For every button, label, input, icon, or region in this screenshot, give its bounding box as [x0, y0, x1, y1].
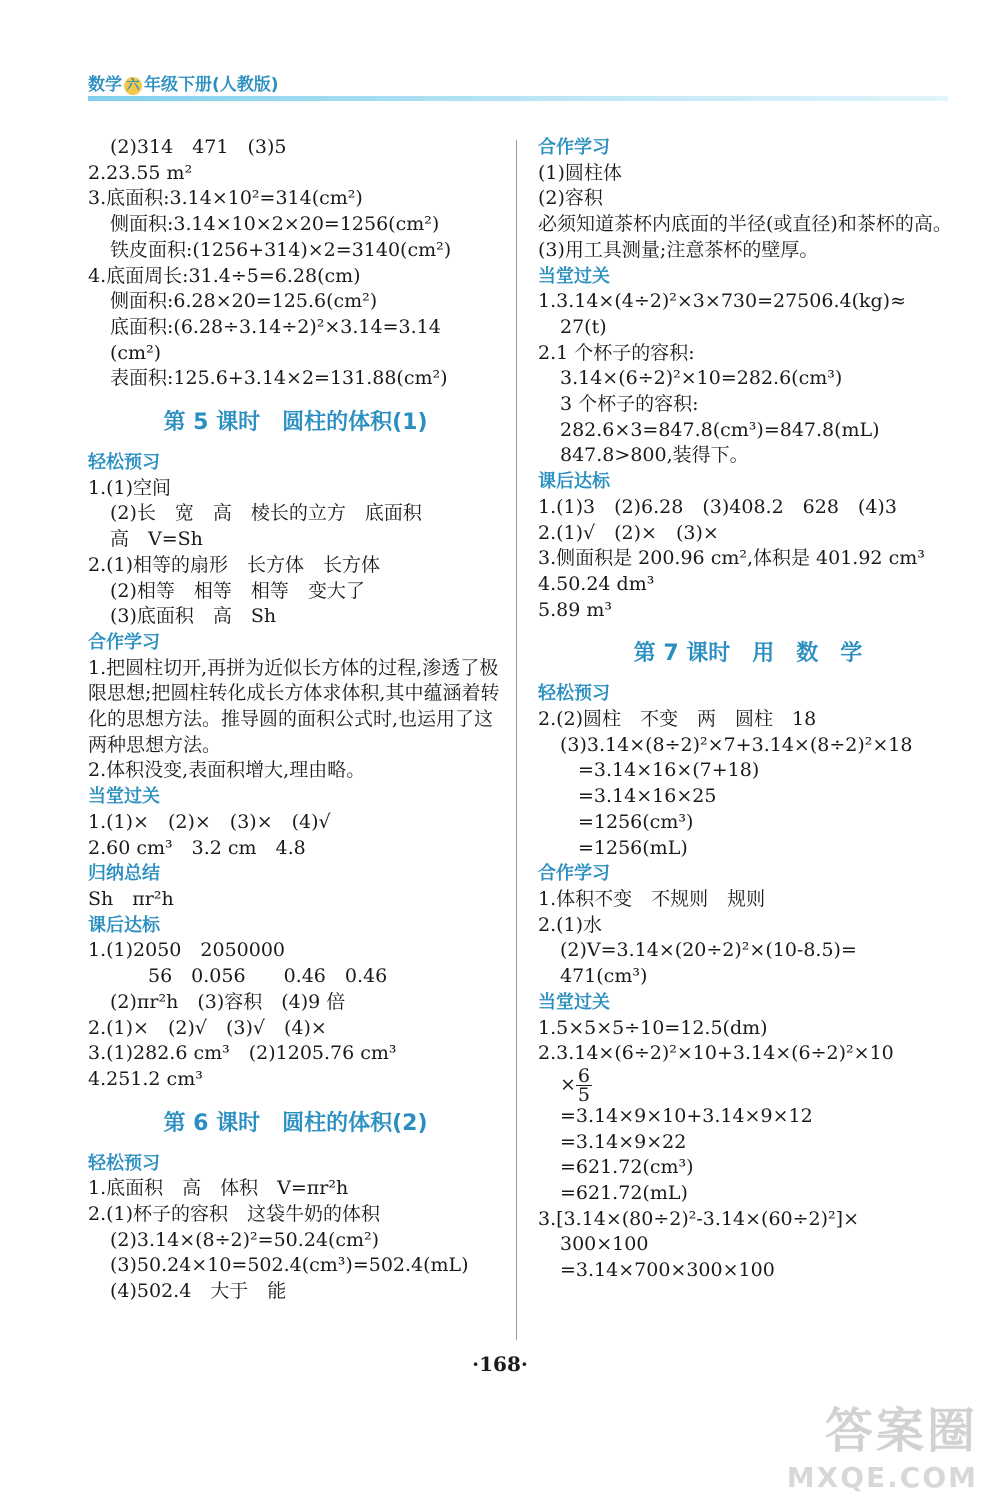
watermark-url: MXQE.COM — [786, 1461, 978, 1494]
fraction-denominator: 5 — [577, 1083, 591, 1106]
section-heading: 当堂过关 — [538, 265, 610, 287]
section-heading: 合作学习 — [88, 631, 160, 653]
answer-line: (2)容积 — [538, 187, 603, 210]
section-heading: 轻松预习 — [88, 1152, 160, 1174]
answer-line: =3.14×9×22 — [560, 1130, 687, 1153]
answer-line: 2.60 cm³ 3.2 cm 4.8 — [88, 836, 306, 859]
answer-line: (1)圆柱体 — [538, 161, 622, 184]
answer-line: =3.14×9×10+3.14×9×12 — [560, 1104, 813, 1127]
answer-line: 1.(1)3 (2)6.28 (3)408.2 628 (4)3 — [538, 495, 897, 518]
answer-line: =3.14×700×300×100 — [560, 1259, 775, 1282]
answer-paragraph: 必须知道茶杯内底面的半径(或直径)和茶杯的高。 — [538, 213, 952, 236]
answer-line: 2.(1)水 — [538, 913, 603, 936]
section-heading: 合作学习 — [538, 137, 610, 158]
lesson-title: 第 5 课时 圆柱的体积(1) — [163, 410, 428, 436]
answer-line: (3)底面积 高 Sh — [110, 605, 277, 628]
answer-line: 1.(1)2050 2050000 — [88, 939, 286, 962]
answer-line: 2.23.55 m² — [88, 161, 193, 184]
answer-line: 471(cm³) — [560, 965, 648, 988]
answer-line: (2)相等 相等 相等 变大了 — [110, 579, 365, 602]
section-heading: 课后达标 — [88, 914, 160, 936]
answer-line: (2)3.14×(8÷2)²=50.24(cm²) — [110, 1228, 380, 1251]
answer-line: 2.(1)× (2)√ (3)√ (4)× — [88, 1016, 327, 1039]
answer-line: 5.89 m³ — [538, 598, 612, 621]
answer-line: 4.底面周长:31.4÷5=6.28(cm) — [88, 264, 361, 287]
section-heading: 轻松预习 — [88, 452, 160, 474]
answer-line: (3)50.24×10=502.4(cm³)=502.4(mL) — [110, 1254, 469, 1277]
answer-line: 300×100 — [560, 1233, 649, 1256]
answer-line: 2.(1)相等的扇形 长方体 长方体 — [88, 553, 381, 576]
answer-line: (4)502.4 大于 能 — [110, 1280, 287, 1303]
answer-line: 56 0.056 0.46 0.46 — [148, 965, 388, 988]
answer-line: 3.14×(6÷2)²×10=282.6(cm³) — [560, 367, 843, 390]
watermark-logo — [787, 1392, 978, 1494]
section-heading: 合作学习 — [538, 863, 610, 885]
answer-line: (cm²) — [110, 341, 162, 364]
section-heading: 课后达标 — [538, 471, 610, 493]
answer-line: 2.(1)杯子的容积 这袋牛奶的体积 — [88, 1203, 381, 1226]
lesson-title: 第 7 课时 用 数 学 — [633, 641, 863, 667]
answer-line: 3 个杯子的容积: — [560, 393, 699, 416]
answer-paragraph: 1.把圆柱切开,再拼为近似长方体的过程,渗透了极限思想;把圆柱转化成长方体求体积,其中蕴涵着转化的思想方法。推导圆的面积公式时,也运用了这两种思想方法。 — [88, 656, 500, 756]
operator: × — [560, 1073, 576, 1096]
answer-line: =3.14×16×25 — [578, 785, 717, 808]
answer-line: =1256(mL) — [578, 836, 688, 859]
column-divider — [516, 140, 517, 1340]
answer-line: 1.(1)空间 — [88, 476, 172, 499]
grade-badge: 六 — [124, 77, 142, 95]
answer-line: 底面积:(6.28÷3.14÷2)²×3.14=3.14 — [110, 315, 441, 338]
answer-line: 1.底面积 高 体积 V=πr²h — [88, 1177, 349, 1200]
answer-line: (2)314 471 (3)5 — [110, 136, 287, 158]
section-heading: 归纳总结 — [88, 863, 160, 885]
answer-line: (2)πr²h (3)容积 (4)9 倍 — [110, 990, 346, 1013]
book-title: 数学 六 年级下册(人教版) — [88, 75, 279, 95]
header-rule — [88, 96, 948, 101]
answer-line: (3)用工具测量;注意茶杯的壁厚。 — [538, 238, 819, 261]
answer-line: (3)3.14×(8÷2)²×7+3.14×(8÷2)²×18 — [560, 733, 913, 756]
fraction — [576, 1064, 592, 1106]
lesson-title: 第 6 课时 圆柱的体积(2) — [163, 1110, 428, 1136]
watermark-text: 答案圈 — [824, 1403, 978, 1459]
answer-line: 4.50.24 dm³ — [538, 572, 655, 595]
answer-line: 表面积:125.6+3.14×2=131.88(cm²) — [110, 367, 448, 390]
answer-line: 27(t) — [560, 315, 607, 338]
answer-line: 2.(1)√ (2)× (3)× — [538, 521, 719, 544]
answer-line: 1.(1)× (2)× (3)× (4)√ — [88, 810, 331, 833]
answer-line: 2.1 个杯子的容积: — [538, 341, 695, 364]
answer-line: 铁皮面积:(1256+314)×2=3140(cm²) — [110, 238, 452, 261]
answer-line: 3.底面积:3.14×10²=314(cm²) — [88, 187, 363, 210]
answer-line: 4.251.2 cm³ — [88, 1067, 203, 1090]
answer-line: =621.72(cm³) — [560, 1156, 694, 1179]
left-column — [88, 135, 503, 1305]
right-column — [538, 135, 958, 1284]
answer-line: =3.14×16×(7+18) — [578, 759, 760, 782]
answer-line: (2)V=3.14×(20÷2)²×(10-8.5)= — [560, 939, 857, 962]
answer-line: 3.[3.14×(80÷2)²-3.14×(60÷2)²]× — [538, 1207, 859, 1230]
answer-line: 847.8>800,装得下。 — [560, 444, 749, 467]
answer-line: 1.3.14×(4÷2)²×3×730=27506.4(kg)≈ — [538, 290, 906, 313]
answer-line: 2.体积没变,表面积增大,理由略。 — [88, 759, 366, 782]
section-heading: 当堂过关 — [538, 991, 610, 1013]
answer-line: 3.侧面积是 200.96 cm²,体积是 401.92 cm³ — [538, 547, 925, 570]
answer-line: 282.6×3=847.8(cm³)=847.8(mL) — [560, 418, 880, 441]
answer-line: 侧面积:6.28×20=125.6(cm²) — [110, 290, 378, 313]
answer-line: 高 V=Sh — [110, 528, 203, 551]
answer-line: 1.5×5×5÷10=12.5(dm) — [538, 1016, 768, 1039]
answer-line: 侧面积:3.14×10×2×20=1256(cm²) — [110, 213, 440, 236]
answer-line: 2.(2)圆柱 不变 两 圆柱 18 — [538, 708, 817, 731]
answer-line: 1.体积不变 不规则 规则 — [538, 887, 766, 910]
answer-line: =1256(cm³) — [578, 810, 694, 833]
answer-line: Sh πr²h — [88, 887, 174, 910]
book-header — [88, 70, 279, 95]
section-heading: 轻松预习 — [538, 683, 610, 705]
answer-line: 3.(1)282.6 cm³ (2)1205.76 cm³ — [88, 1042, 397, 1065]
page-number: ·168· — [472, 1352, 528, 1376]
section-heading: 当堂过关 — [88, 786, 160, 808]
answer-line: (2)长 宽 高 棱长的立方 底面积 — [110, 502, 422, 525]
answer-line: =621.72(mL) — [560, 1182, 688, 1205]
answer-fraction-line — [538, 1064, 958, 1106]
answer-line: 2.3.14×(6÷2)²×10+3.14×(6÷2)²×10 — [538, 1042, 894, 1065]
fraction-numerator: 6 — [577, 1064, 591, 1087]
